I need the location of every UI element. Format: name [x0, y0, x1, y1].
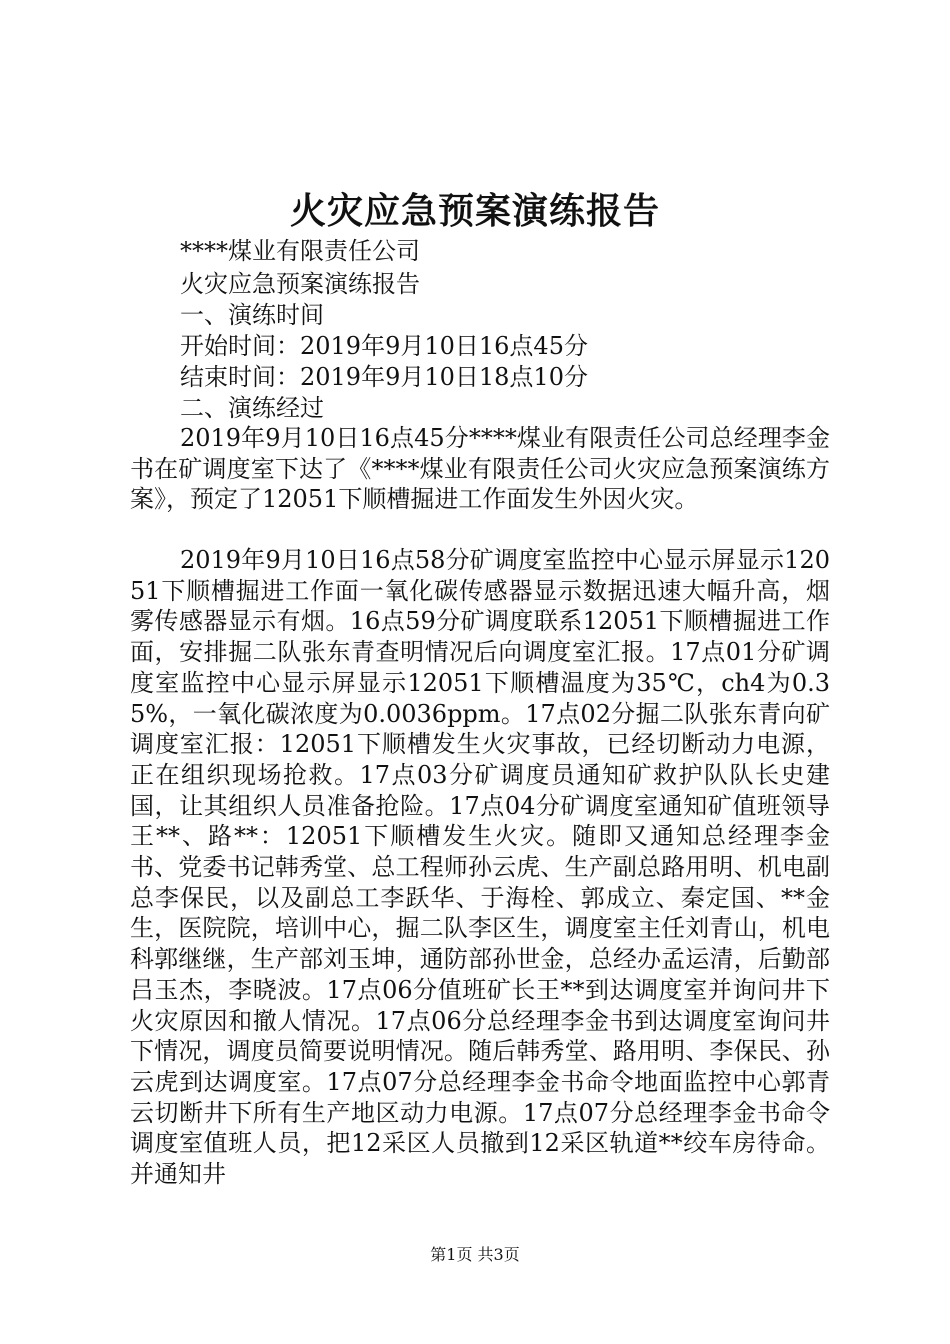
page-footer: 第1页 共3页	[430, 1245, 520, 1264]
company-name-line: ****煤业有限责任公司	[180, 237, 420, 265]
section-heading-time: 一、演练时间	[180, 301, 324, 329]
section-heading-process: 二、演练经过	[180, 394, 324, 422]
paragraph-intro: 2019年9月10日16点45分****煤业有限责任公司总经理李金书在矿调度室下达了《****煤业有限责任公司火灾应急预案演练方案》，预定了12051下顺槽掘进工作面发生外因火灾。	[130, 424, 830, 514]
document-title: 火灾应急预案演练报告	[289, 190, 660, 232]
start-time-line: 开始时间：2019年9月10日16点45分	[180, 332, 588, 360]
paragraph-process: 2019年9月10日16点58分矿调度室监控中心显示屏显示12051下顺槽掘进工作面一氧化碳传感器显示数据迅速大幅升高，烟雾传感器显示有烟。16点59分矿调度联系12051下顺槽掘进工作面，安排掘二队张东青查明情况后向调度室汇报。17点01分矿调度室监控中心显示屏显示12051下顺槽温度为35℃，ch4为0.35%，一氧化碳浓度为0.0036ppm。17点02分掘二队张东青向矿调度室汇报：12051下顺槽发生火灾事故，已经切断动力电源，正在组织现场抢救。17点03分矿调度员通知矿救护队队长史建国，让其组织人员准备抢险。17点04分矿调度室通知矿值班领导王**、路**：12051下顺槽发生火灾。随即又通知总经理李金书、党委书记韩秀堂、总工程师孙云虎、生产副总路用明、机电副总李保民，以及副总工李跃华、于海栓、郭成立、秦定国、**金生，医院院，培训中心，掘二队李区生，调度室主任刘青山，机电科郭继继，生产部刘玉坤，通防部孙世金，总经办孟运清，后勤部吕玉杰，李晓波。17点06分值班矿长王**到达调度室并询问井下火灾原因和撤人情况。17点06分总经理李金书到达调度室询问井下情况，调度员简要说明情况。随后韩秀堂、路用明、李保民、孙云虎到达调度室。17点07分总经理李金书命令地面监控中心郭青云切断井下所有生产地区动力电源。17点07分总经理李金书命令调度室值班人员，把12采区人员撤到12采区轨道**绞车房待命。并通知井	[130, 546, 830, 1189]
end-time-line: 结束时间：2019年9月10日18点10分	[180, 363, 588, 391]
report-subtitle-line: 火灾应急预案演练报告	[180, 270, 420, 298]
